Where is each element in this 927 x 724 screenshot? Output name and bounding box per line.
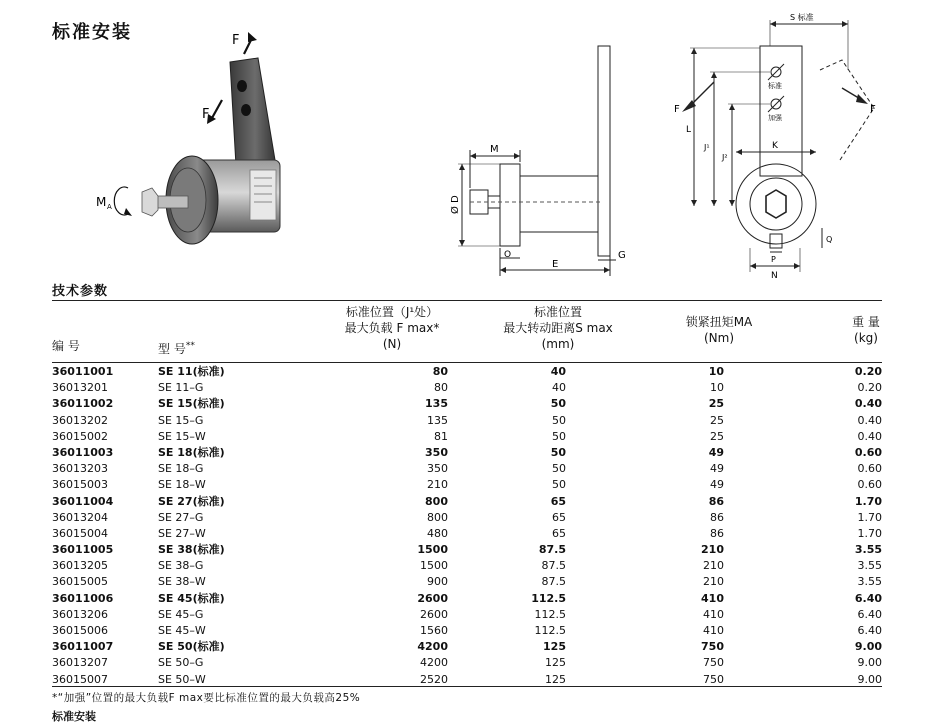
table-row (52, 380, 882, 396)
cell-max-distance: 125 (545, 656, 566, 670)
cell-weight: 9.00 (857, 672, 882, 686)
front-view-drawing (670, 0, 900, 280)
cell-max-distance: 87.5 (538, 543, 566, 557)
header-torque (660, 314, 778, 346)
cell-weight: 0.60 (857, 462, 882, 476)
cell-max-load: 480 (427, 526, 448, 540)
header-code: 编 号 (52, 339, 80, 353)
front-arm (760, 46, 802, 176)
cell-weight: 1.70 (857, 510, 882, 524)
table-bottom-rule (52, 686, 882, 687)
table-header-rule (52, 362, 882, 363)
cell-max-distance: 40 (550, 365, 566, 378)
cell-max-distance: 87.5 (541, 559, 566, 573)
table-row (52, 413, 882, 429)
cell-code: 36013203 (52, 462, 108, 476)
dim-g-label: G (618, 250, 626, 261)
cell-model: SE 38(标准) (158, 543, 225, 557)
cell-model: SE 15(标准) (158, 397, 225, 411)
table-row (52, 445, 882, 461)
cell-code: 36013206 (52, 607, 108, 621)
table-top-rule (52, 300, 882, 301)
cell-torque: 49 (708, 445, 724, 459)
cell-max-load: 135 (425, 397, 448, 411)
header-distance-line2: 最大转动距离S max (503, 321, 613, 335)
cell-code: 36013202 (52, 413, 108, 427)
header-weight-line2: (kg) (854, 331, 878, 345)
cell-max-load: 900 (427, 575, 448, 589)
cell-torque: 49 (710, 462, 724, 476)
cell-max-load: 1560 (420, 624, 448, 637)
arm-hole-upper (237, 80, 247, 92)
cell-torque: 750 (701, 640, 724, 654)
cell-model: SE 18–G (158, 462, 204, 476)
dim-j2-label: J² (722, 153, 728, 162)
table-row (52, 591, 882, 607)
cell-model: SE 38–G (158, 559, 204, 573)
cell-torque: 410 (701, 591, 724, 605)
cell-weight: 6.40 (857, 624, 882, 637)
cell-max-load: 350 (425, 445, 448, 459)
cell-torque: 25 (710, 429, 724, 443)
cell-code: 36011004 (52, 494, 114, 508)
table-row (52, 364, 882, 380)
header-model-label: 型 号 (158, 342, 186, 356)
footnote: *“加强”位置的最大负载F max要比标准位置的最大负载高25% (52, 692, 361, 704)
cell-weight: 3.55 (854, 543, 882, 557)
cell-torque: 210 (701, 543, 724, 557)
cell-code: 36015002 (52, 429, 108, 443)
cell-model: SE 45(标准) (158, 591, 225, 605)
table-row (52, 429, 882, 445)
cell-code: 36013207 (52, 656, 108, 670)
header-weight-line1: 重 量 (852, 315, 880, 329)
cell-max-load: 2600 (417, 591, 448, 605)
cell-model: SE 45–G (158, 607, 204, 621)
table-row (52, 574, 882, 590)
cell-max-distance: 50 (552, 413, 566, 427)
cell-code: 36013201 (52, 381, 108, 395)
table-row (52, 623, 882, 639)
cell-max-distance: 112.5 (534, 607, 566, 621)
table-row (52, 396, 882, 412)
dim-q-label: Q (826, 235, 833, 244)
next-section-heading: 标准安装 (52, 710, 96, 723)
cell-max-load: 350 (427, 462, 448, 476)
cell-code: 36015004 (52, 526, 108, 540)
cell-code: 36013205 (52, 559, 108, 573)
cell-torque: 10 (708, 365, 724, 378)
cell-max-distance: 125 (545, 672, 566, 686)
cell-weight: 3.55 (857, 575, 882, 589)
header-distance-line1: 标准位置 (533, 305, 582, 319)
dim-n-label: N (771, 271, 778, 281)
force-up-label: F (232, 33, 240, 48)
header-weight (836, 314, 896, 346)
cell-weight: 1.70 (857, 526, 882, 540)
table-row (52, 477, 882, 493)
cell-max-distance: 65 (552, 526, 566, 540)
dim-k-label: K (772, 141, 778, 151)
cell-model: SE 18–W (158, 478, 206, 492)
cell-max-load: 81 (434, 429, 448, 443)
cell-weight: 6.40 (857, 607, 882, 621)
table-row (52, 655, 882, 671)
header-load-line2: 最大负载 F max* (344, 321, 440, 335)
header-load-line3: (N) (382, 337, 402, 351)
header-load (330, 304, 454, 352)
table-row (52, 542, 882, 558)
cell-torque: 750 (703, 672, 724, 686)
dim-l-label: L (686, 125, 692, 135)
cell-max-load: 4200 (420, 656, 448, 670)
header-distance-line3: (mm) (541, 337, 575, 351)
cell-max-load: 1500 (420, 559, 448, 573)
force-down-arrow-icon (212, 100, 222, 118)
cell-max-load: 2520 (420, 672, 448, 686)
cell-weight: 9.00 (854, 640, 882, 654)
cell-model: SE 50–W (158, 672, 206, 686)
cell-model: SE 27(标准) (158, 494, 225, 508)
cell-max-load: 800 (425, 494, 448, 508)
cell-code: 36011002 (52, 397, 114, 411)
arm-hole-lower (241, 104, 251, 116)
cell-weight: 0.20 (857, 381, 882, 395)
cell-weight: 1.70 (854, 494, 882, 508)
cell-code: 36015006 (52, 624, 108, 637)
cell-model: SE 27–G (158, 510, 204, 524)
cell-max-distance: 50 (550, 397, 566, 411)
table-row (52, 526, 882, 542)
cell-code: 36011007 (52, 640, 114, 654)
force-down-label: F (202, 107, 210, 122)
table-row (52, 607, 882, 623)
cell-code: 36011001 (52, 365, 114, 378)
pos-reinforced-label: 加强 (768, 114, 782, 122)
cell-max-load: 80 (432, 365, 448, 378)
header-torque-line2: (Nm) (703, 331, 735, 345)
cell-code: 36011005 (52, 543, 114, 557)
cell-weight: 3.55 (857, 559, 882, 573)
dim-p-label: P (771, 255, 776, 264)
cell-code: 36011006 (52, 591, 114, 605)
cell-torque: 410 (703, 607, 724, 621)
torque-sub-label: A (107, 203, 112, 211)
cell-max-distance: 50 (552, 462, 566, 476)
cell-max-load: 80 (434, 381, 448, 395)
cell-max-distance: 50 (552, 429, 566, 443)
page-title: 标准安装 (52, 22, 132, 43)
cell-max-distance: 50 (550, 445, 566, 459)
cell-weight: 0.40 (854, 397, 882, 411)
dim-o-label: O (504, 250, 512, 260)
cell-code: 36015003 (52, 478, 108, 492)
cell-torque: 86 (710, 526, 724, 540)
cell-weight: 6.40 (854, 591, 882, 605)
cell-max-distance: 65 (552, 510, 566, 524)
torque-label: M (96, 195, 107, 209)
cell-model: SE 11–G (158, 381, 204, 395)
table-row (52, 558, 882, 574)
cell-torque: 10 (710, 381, 724, 395)
cell-max-load: 2600 (420, 607, 448, 621)
force-right-label: F (870, 104, 876, 115)
cell-code: 36015005 (52, 575, 108, 589)
cell-max-load: 4200 (417, 640, 448, 654)
table-row (52, 639, 882, 655)
cell-max-distance: 50 (552, 478, 566, 492)
cell-model: SE 50(标准) (158, 640, 225, 654)
bolt-hex (766, 190, 786, 218)
header-torque-line1: 锁紧扭矩MA (685, 315, 753, 329)
cell-model: SE 50–G (158, 656, 204, 670)
cell-weight: 0.40 (857, 413, 882, 427)
cell-code: 36015007 (52, 672, 108, 686)
force-right-arrow-icon (856, 94, 868, 104)
cell-model: SE 15–G (158, 413, 204, 427)
dim-j1-label: J¹ (704, 143, 710, 152)
cell-model: SE 27–W (158, 526, 206, 540)
spec-table-body (52, 364, 882, 688)
cell-torque: 410 (703, 624, 724, 637)
cylinder-body (520, 176, 598, 232)
cell-max-load: 1500 (417, 543, 448, 557)
header-model (158, 338, 195, 357)
table-row (52, 461, 882, 477)
cell-torque: 49 (710, 478, 724, 492)
cell-torque: 25 (708, 397, 724, 411)
dim-d-label: Ø D (450, 195, 461, 214)
cell-max-load: 800 (427, 510, 448, 524)
cell-code: 36011003 (52, 445, 114, 459)
cell-model: SE 15–W (158, 429, 206, 443)
cell-torque: 86 (710, 510, 724, 524)
key-notch (770, 234, 782, 248)
bolt-head (142, 188, 158, 216)
cell-model: SE 38–W (158, 575, 206, 589)
cell-torque: 210 (703, 575, 724, 589)
cell-weight: 0.40 (857, 429, 882, 443)
cell-weight: 0.60 (854, 445, 882, 459)
product-illustration (80, 0, 320, 270)
cell-max-distance: 112.5 (534, 624, 566, 637)
cell-model: SE 18(标准) (158, 445, 225, 459)
dim-s-label: S 标准 (790, 13, 814, 22)
mounting-plate (598, 46, 610, 256)
flange-disc (500, 164, 520, 246)
dim-m-label: M (490, 144, 499, 155)
rotated-arm-outline (820, 60, 874, 160)
cell-max-load: 135 (427, 413, 448, 427)
cell-max-distance: 112.5 (531, 591, 566, 605)
cell-torque: 86 (708, 494, 724, 508)
cell-torque: 750 (703, 656, 724, 670)
header-load-line1: 标准位置（J¹处） (345, 305, 439, 319)
cell-max-distance: 87.5 (541, 575, 566, 589)
cell-model: SE 11(标准) (158, 365, 225, 378)
table-row (52, 510, 882, 526)
cell-model: SE 45–W (158, 624, 206, 637)
cell-max-load: 210 (427, 478, 448, 492)
table-row (52, 494, 882, 510)
cell-torque: 210 (703, 559, 724, 573)
cell-weight: 0.20 (854, 365, 882, 378)
cell-max-distance: 65 (550, 494, 566, 508)
header-distance (488, 304, 628, 352)
cell-code: 36013204 (52, 510, 108, 524)
force-left-label: F (674, 104, 680, 115)
spec-title: 技术参数 (52, 284, 109, 299)
pos-standard-label: 标准 (768, 82, 782, 90)
cell-torque: 25 (710, 413, 724, 427)
cell-max-distance: 125 (543, 640, 566, 654)
cell-max-distance: 40 (552, 381, 566, 395)
dim-e-label: E (552, 259, 559, 270)
side-view-drawing (440, 0, 640, 280)
cell-weight: 9.00 (857, 656, 882, 670)
cell-weight: 0.60 (857, 478, 882, 492)
header-model-mark: ** (185, 341, 195, 351)
